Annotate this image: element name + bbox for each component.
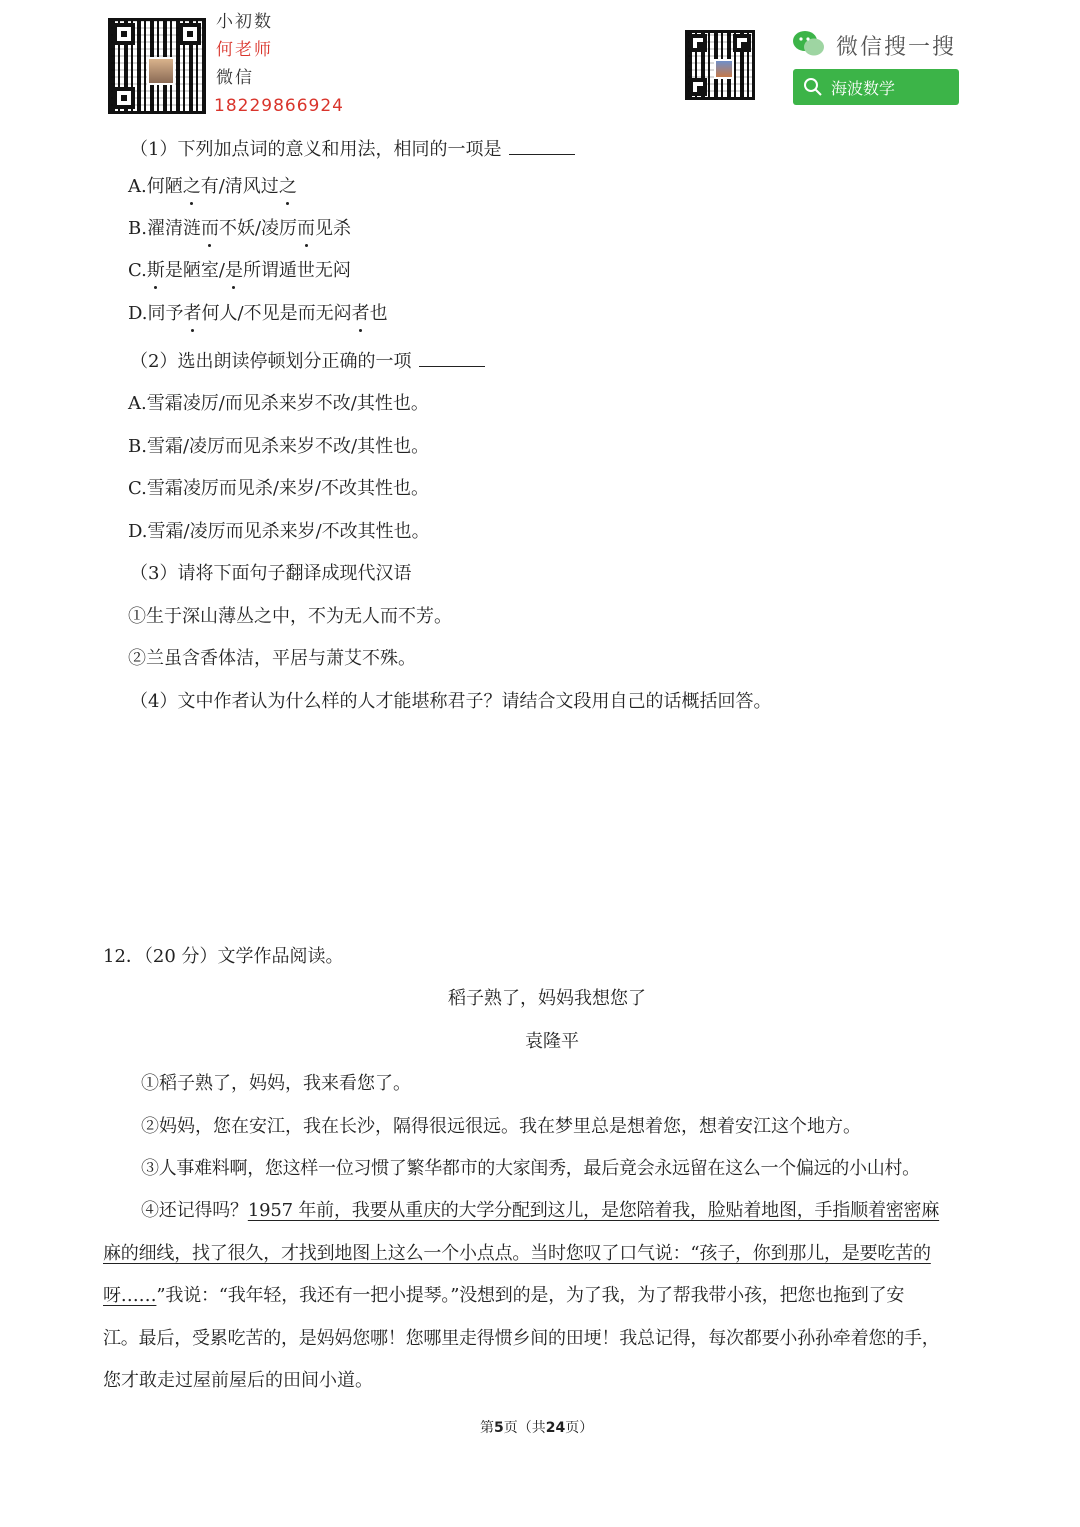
passage-paragraph-4-line-3 — [103, 1284, 904, 1308]
left-qr-code — [108, 18, 206, 114]
option-text: D.同予 — [128, 303, 184, 324]
dotted-word: 而 — [200, 218, 219, 239]
answer-blank — [509, 140, 575, 155]
option-text: B.濯清涟 — [128, 218, 201, 239]
q12-heading: 12．（20 分）文学作品阅读。 — [103, 946, 344, 967]
handwritten-line-2: 何老师 — [216, 40, 273, 60]
right-qr-code — [685, 30, 755, 100]
q3-item-1: ①生于深山薄丛之中，不为无人而不芳。 — [128, 606, 452, 627]
search-button[interactable] — [793, 69, 959, 105]
option-text: 不妖/凌厉 — [218, 218, 298, 239]
q1-option-b — [128, 217, 351, 241]
dotted-word: 斯 — [146, 260, 165, 281]
q1-option-a — [128, 175, 297, 199]
option-text: 有/清风过 — [200, 176, 279, 197]
dotted-word: 而 — [297, 218, 316, 239]
q2-prompt — [130, 350, 485, 374]
passage-paragraph-4-line-2 — [103, 1242, 931, 1266]
wechat-logo-icon — [792, 30, 826, 58]
dotted-word: 之 — [182, 176, 201, 197]
q1-prompt — [130, 138, 575, 162]
dotted-word: 之 — [278, 176, 297, 197]
footer-text: 页） — [565, 1420, 594, 1436]
answer-blank — [419, 352, 485, 367]
underlined-text: 1957 年前，我要从重庆的大学分配到这儿，是您陪着我，脸贴着地图，手指顺着密密麻 — [247, 1200, 940, 1221]
q1-option-d — [128, 302, 388, 326]
q1-option-c — [128, 259, 351, 283]
passage-author: 袁隆平 — [525, 1031, 579, 1052]
q4-prompt: （4）文中作者认为什么样的人才能堪称君子？请结合文段用自己的话概括回答。 — [130, 691, 772, 712]
handwritten-line-1: 小初数 — [216, 12, 273, 32]
option-text: 何人/不见是而无闷 — [201, 303, 352, 324]
dotted-word: 是 — [224, 260, 243, 281]
passage-paragraph-2: ②妈妈，您在安江，我在长沙，隔得很远很远。我在梦里总是想着您，想着安江这个地方。 — [141, 1116, 861, 1137]
option-text: 见杀 — [315, 218, 352, 239]
option-text: C. — [128, 260, 147, 281]
q2-option-b: B.雪霜/凌厉而见杀来岁不改/其性也。 — [128, 436, 430, 457]
footer-text: 页（共 — [503, 1420, 546, 1436]
q3-prompt: （3）请将下面句子翻译成现代汉语 — [130, 563, 412, 584]
handwritten-phone: 18229866924 — [214, 96, 344, 116]
dotted-word: 者 — [351, 303, 370, 324]
passage-title: 稻子熟了，妈妈我想您了 — [448, 988, 646, 1009]
option-text: 所谓遁世无闷 — [242, 260, 351, 281]
wechat-search-title: 微信搜一搜 — [836, 35, 957, 60]
option-text: A.何陋 — [128, 176, 183, 197]
underlined-text: 呀…… — [103, 1285, 157, 1306]
dotted-word: 者 — [183, 303, 202, 324]
passage-paragraph-4-line-1 — [141, 1199, 939, 1223]
underlined-text: 麻的细线，找了很久，才找到地图上这么一个小点点。当时您叹了口气说：“孩子，你到那儿，是要吃苦的 — [103, 1243, 931, 1264]
q1-prompt-text: （1）下列加点词的意义和用法，相同的一项是 — [130, 139, 502, 160]
option-text: 是陋室/ — [164, 260, 225, 281]
search-button-label: 海波数学 — [831, 78, 896, 98]
option-text: 也 — [369, 303, 388, 324]
footer-text: 第 — [480, 1420, 494, 1436]
passage-paragraph-4-line-5: 您才敢走过屋前屋后的田间小道。 — [103, 1370, 373, 1391]
q2-prompt-text: （2）选出朗读停顿划分正确的一项 — [130, 351, 412, 372]
q3-item-2: ②兰虽含香体洁，平居与萧艾不殊。 — [128, 648, 416, 669]
page-number: 5 — [494, 1420, 504, 1436]
paragraph-text: ④还记得吗？ — [141, 1200, 248, 1221]
passage-paragraph-1: ①稻子熟了，妈妈，我来看您了。 — [141, 1073, 411, 1094]
q2-option-a: A.雪霜凌厉/而见杀来岁不改/其性也。 — [128, 393, 429, 414]
q2-option-d: D.雪霜/凌厉而见杀来岁/不改其性也。 — [128, 521, 430, 542]
handwritten-line-3: 微信 — [216, 68, 254, 88]
page-footer — [480, 1417, 593, 1437]
search-icon — [803, 77, 823, 97]
q2-option-c: C.雪霜凌厉而见杀/来岁/不改其性也。 — [128, 478, 429, 499]
passage-paragraph-4-line-4: 江。最后，受累吃苦的，是妈妈您哪！您哪里走得惯乡间的田埂！我总记得，每次都要小孙孙牵着您的手， — [103, 1328, 940, 1349]
paragraph-text: ”我说：“我年轻，我还有一把小提琴。”没想到的是，为了我，为了帮我带小孩，把您也拖到了安 — [156, 1285, 905, 1306]
passage-paragraph-3: ③人事难料啊，您这样一位习惯了繁华都市的大家闺秀，最后竟会永远留在这么一个偏远的小山村。 — [141, 1158, 920, 1179]
total-pages: 24 — [545, 1420, 566, 1436]
